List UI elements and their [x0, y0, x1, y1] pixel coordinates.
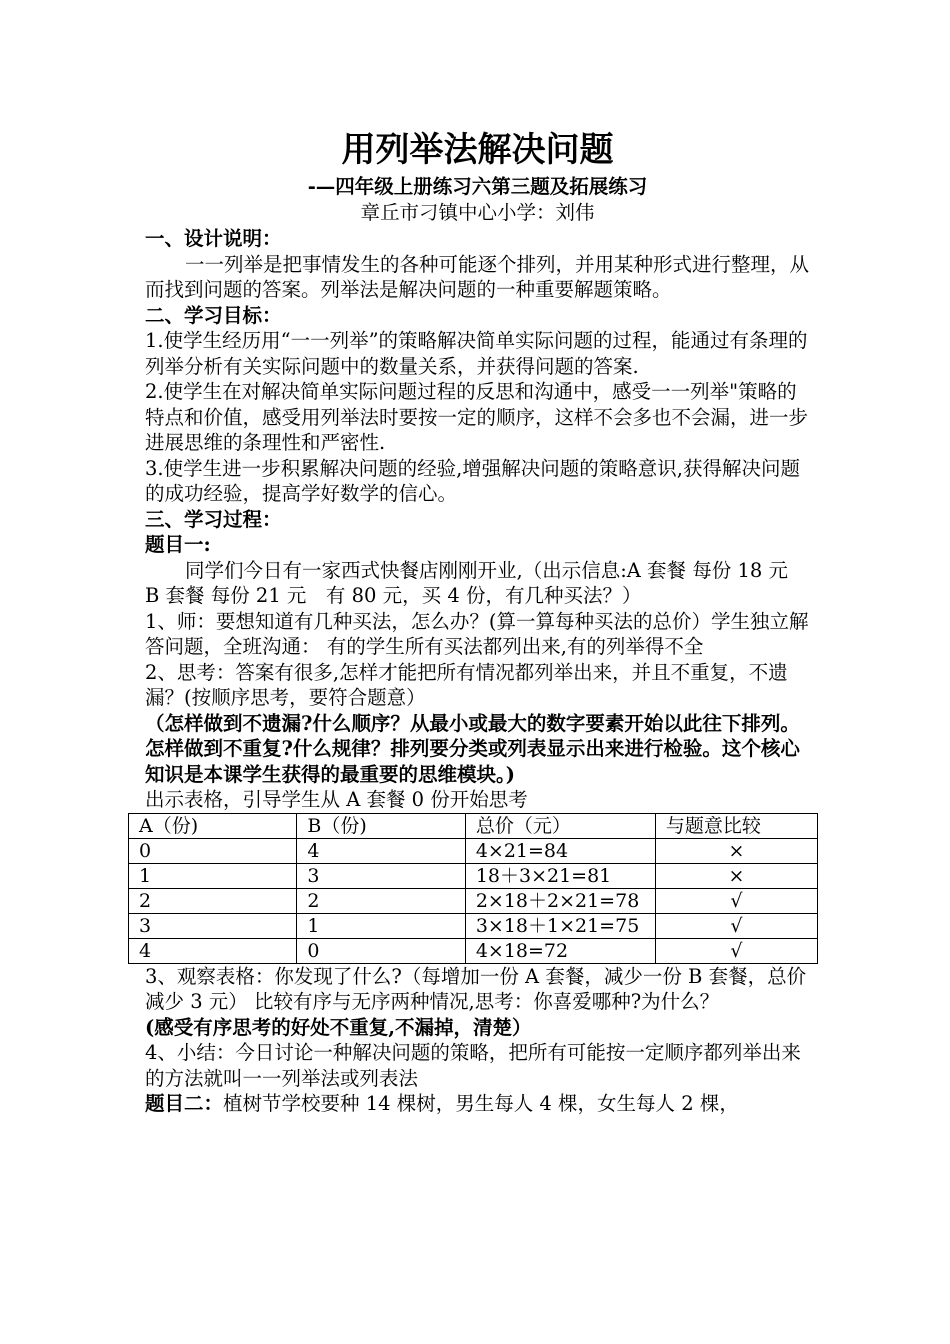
- section3-heading: 三、学习过程：: [145, 507, 282, 531]
- table-cell: 2×18＋2×21=78: [465, 888, 655, 913]
- table-row: [129, 938, 818, 963]
- step2-bold-note: （怎样做到不遗漏?什么顺序？从最小或最大的数字要素开始以此往下排列。怎样做到不重复?什么规律？排列要分类或列表显示出来进行检验。这个核心知识是本课学生获得的最重要的思维模块。): [145, 711, 800, 786]
- table-row: [129, 863, 818, 888]
- goal-1: 1.使学生经历用“一一列举”的策略解决简单实际问题的过程，能通过有条理的列举分析有关实际问题中的数量关系，并获得问题的答案.: [145, 329, 808, 378]
- table-cell: 1: [129, 863, 297, 888]
- problem2-label: 题目二：: [145, 1092, 224, 1115]
- table-cell: 2: [297, 888, 465, 913]
- table-intro: 出示表格，引导学生从 A 套餐 0 份开始思考: [145, 788, 528, 811]
- table-cell: 1: [297, 913, 465, 938]
- table-cell: 18＋3×21=81: [465, 863, 655, 888]
- step4-text: 4、小结：今日讨论一种解决问题的策略，把所有可能按一定顺序都列举出来的方法就叫一一列举法或列表法: [145, 1041, 801, 1090]
- table-cell: 4×21=84: [465, 838, 655, 863]
- table-cell-mark: √: [655, 913, 817, 938]
- table-header: A（份): [129, 813, 297, 838]
- table-cell: 0: [129, 838, 297, 863]
- document-page: [139, 128, 814, 1117]
- table-cell: 4: [129, 938, 297, 963]
- table-cell: 3×18＋1×21=75: [465, 913, 655, 938]
- step3-bold-note: (感受有序思考的好处不重复,不漏掉，清楚）: [145, 1015, 532, 1039]
- step1-text: 1、师：要想知道有几种买法，怎么办？(算一算每种买法的总价）学生独立解答问题，全班沟通： 有的学生所有买法都列出来,有的列举得不全: [145, 609, 809, 658]
- problem1-text: 同学们今日有一家西式快餐店刚刚开业,（出示信息:A 套餐 每份 18 元 B 套餐 每份 21 元 有 80 元，买 4 份，有几种买法？）: [145, 558, 814, 607]
- section1-body: 一一列举是把事情发生的各种可能逐个排列，并用某种形式进行整理，从而找到问题的答案。列举法是解决问题的一种重要解题策略。: [145, 252, 810, 301]
- step3-text: 3、观察表格：你发现了什么?（每增加一份 A 套餐，减少一份 B 套餐，总价减少 3 元） 比较有序与无序两种情况,思考：你喜爱哪种?为什么？: [145, 964, 807, 1013]
- table-cell: 0: [297, 938, 465, 963]
- goal-3: 3.使学生进一步积累解决问题的经验,增强解决问题的策略意识,获得解决问题的成功经验，提高学好数学的信心。: [145, 456, 801, 505]
- step2-text: 2、思考：答案有很多,怎样才能把所有情况都列举出来，并且不重复，不遗漏？(按顺序思考，要符合题意）: [145, 660, 788, 709]
- table-cell: 2: [129, 888, 297, 913]
- table-header: 与题意比较: [655, 813, 817, 838]
- table-cell-mark: ×: [655, 863, 817, 888]
- problem2-text: 植树节学校要种 14 棵树，男生每人 4 棵，女生每人 2 棵，: [223, 1092, 739, 1115]
- table-cell-mark: √: [655, 888, 817, 913]
- goal-2: 2.使学生在对解决简单实际问题过程的反思和沟通中，感受一一列举"策略的特点和价值，感受用列举法时要按一定的顺序，这样不会多也不会漏，进一步进展思维的条理性和严密性.: [145, 380, 809, 454]
- table-cell-mark: √: [655, 938, 817, 963]
- table-cell: 4×18=72: [465, 938, 655, 963]
- problem2-paragraph: [145, 1091, 810, 1117]
- table-cell-mark: ×: [655, 838, 817, 863]
- doc-title: 用列举法解决问题: [341, 130, 614, 170]
- table-row: [129, 913, 818, 938]
- table-row: [129, 838, 818, 863]
- section1-heading: 一、设计说明：: [145, 227, 282, 250]
- purchase-table: [128, 813, 818, 964]
- doc-author: 章丘市刁镇中心小学：刘伟: [360, 201, 595, 224]
- doc-subtitle: -—四年级上册练习六第三题及拓展练习: [307, 175, 648, 198]
- table-cell: 3: [129, 913, 297, 938]
- table-header-row: [129, 813, 818, 838]
- table-header: 总价（元）: [465, 813, 655, 838]
- table-cell: 3: [297, 863, 465, 888]
- table-cell: 4: [297, 838, 465, 863]
- table-header: B（份): [297, 813, 465, 838]
- section2-heading: 二、学习目标：: [145, 303, 282, 327]
- problem1-label: 题目一:: [145, 533, 211, 556]
- table-row: [129, 888, 818, 913]
